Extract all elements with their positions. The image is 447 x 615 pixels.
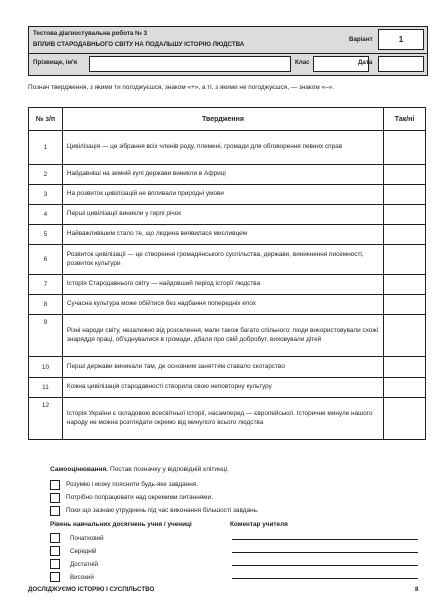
header-yesno: Так/ні [384,108,426,131]
answer-cell[interactable] [384,398,426,440]
row-statement: Різні народи світу, незалежно від розселення, мали також багато спільного: люди використовували схожі знаряддя праці, об'єднувалися в громади, дбали про свій добробут, виховували дітей [62,315,383,357]
table-row [29,131,426,165]
variant-label: Варіант [349,36,373,43]
row-number: 6 [29,245,63,275]
answer-cell[interactable] [384,205,426,225]
row-statement: Цивілізація — це зібрання всіх членів роду, племені, громади для обговорення певних справ [62,131,383,165]
row-statement: На розвиток цивілізацій не впливали природні умови [62,185,383,205]
answer-cell[interactable] [384,295,426,315]
level-checkbox-2[interactable] [50,546,60,556]
table-row [29,205,426,225]
table-row [29,185,426,205]
level-checkbox-1[interactable] [50,533,60,543]
date-label: Дата [358,59,373,66]
self-assessment-title-rest: Постав позначку у відповідній клітинці. [108,466,229,473]
row-number: 4 [29,205,63,225]
table-row [29,245,426,275]
comment-line-4[interactable] [232,578,418,579]
achievement-level-title: Рівень навчальних досягнень учня / учениці [50,521,192,528]
answer-cell[interactable] [384,357,426,378]
self-assessment-option-1: Розумію і можу пояснити будь-яке завдання. [66,481,198,488]
table-row [29,225,426,245]
row-number: 12 [29,398,63,440]
header-num: № з/п [29,108,63,131]
row-statement: Перші держави виникали там, де основним заняттям ставало скотарство [62,357,383,378]
table-row [29,378,426,398]
row-statement: Найважливішим стало те, що людина виявилася мисливцем [62,225,383,245]
row-number: 10 [29,357,63,378]
level-checkbox-4[interactable] [50,572,60,582]
name-field[interactable] [89,56,291,72]
row-statement: Перші цивілізації виникли у гирлі річок [62,205,383,225]
self-assessment-option-3: Поки що зазнаю утруднень під час виконання більшості завдань. [66,507,259,514]
row-number: 7 [29,275,63,295]
row-statement: Найдавніші на земній кулі держави виникли в Африці [62,165,383,185]
answer-cell[interactable] [384,131,426,165]
answer-cell[interactable] [384,275,426,295]
row-number: 3 [29,185,63,205]
row-number: 9 [29,315,63,357]
row-statement: Історія Стародавнього світу — найдовший період історії людства [62,275,383,295]
header-statement: Твердження [62,108,383,131]
table-row [29,357,426,378]
instruction-text: Познач твердження, з якими ти погоджуєшся, знаком «+», а ті, з якими не погоджуєшся, — знаком «–». [28,84,334,91]
table-row [29,165,426,185]
answer-cell[interactable] [384,165,426,185]
self-assessment-checkbox-1[interactable] [50,480,60,490]
table-row [29,275,426,295]
answer-cell[interactable] [384,185,426,205]
row-statement: Розвиток цивілізації — це створення громадянського суспільства, держави, виникнення писемності, розвиток культури [62,245,383,275]
name-label: Прізвище, ім'я [33,59,78,66]
page-number: 8 [415,586,419,593]
level-option-1: Початковий [70,535,104,542]
test-number-title: Тестова діагностувальна робота № 3 [33,30,148,37]
row-number: 2 [29,165,63,185]
self-assessment-checkbox-3[interactable] [50,506,60,516]
answer-cell[interactable] [384,245,426,275]
answer-cell[interactable] [384,225,426,245]
table-row [29,398,426,440]
row-statement: Сучасна культура може обійтися без надбання попередніх епох [62,295,383,315]
comment-line-1[interactable] [232,539,418,540]
class-label: Клас [295,59,310,66]
row-number: 1 [29,131,63,165]
level-option-4: Високий [70,574,94,581]
row-number: 11 [29,378,63,398]
comment-line-2[interactable] [232,552,418,553]
self-assessment-option-2: Потрібно попрацювати над окремими питаннями. [66,494,213,501]
self-assessment-checkbox-2[interactable] [50,493,60,503]
teacher-comment-title: Коментар учителя [230,521,288,528]
test-header [28,26,428,76]
self-assessment-title [50,466,229,473]
test-topic-title: ВПЛИВ СТАРОДАВНЬОГО СВІТУ НА ПОДАЛЬШУ ІСТОРІЮ ЛЮДСТВА [33,41,245,48]
level-option-3: Достатній [70,561,98,568]
book-footer: ДОСЛІДЖУЄМО ІСТОРІЮ І СУСПІЛЬСТВО [28,586,155,593]
statements-table [28,107,426,440]
level-option-2: Середній [70,548,97,555]
date-field[interactable] [378,56,424,72]
row-number: 5 [29,225,63,245]
table-row [29,295,426,315]
row-statement: Історія України є складовою всесвітньої історії, насамперед — європейської. Історичне минуле нашого народу не можна розглядати окремо від минулого всього людства [62,398,383,440]
answer-cell[interactable] [384,378,426,398]
row-statement: Кожна цивілізація стародавності створила свою неповторну культуру [62,378,383,398]
self-assessment-title-bold: Самооцінювання. [50,466,109,473]
comment-line-3[interactable] [232,565,418,566]
variant-value: 1 [398,35,404,44]
row-number: 8 [29,295,63,315]
variant-box [378,29,424,50]
level-checkbox-3[interactable] [50,559,60,569]
answer-cell[interactable] [384,315,426,357]
table-row [29,315,426,357]
table-header-row [29,108,426,131]
header-divider [29,53,427,54]
